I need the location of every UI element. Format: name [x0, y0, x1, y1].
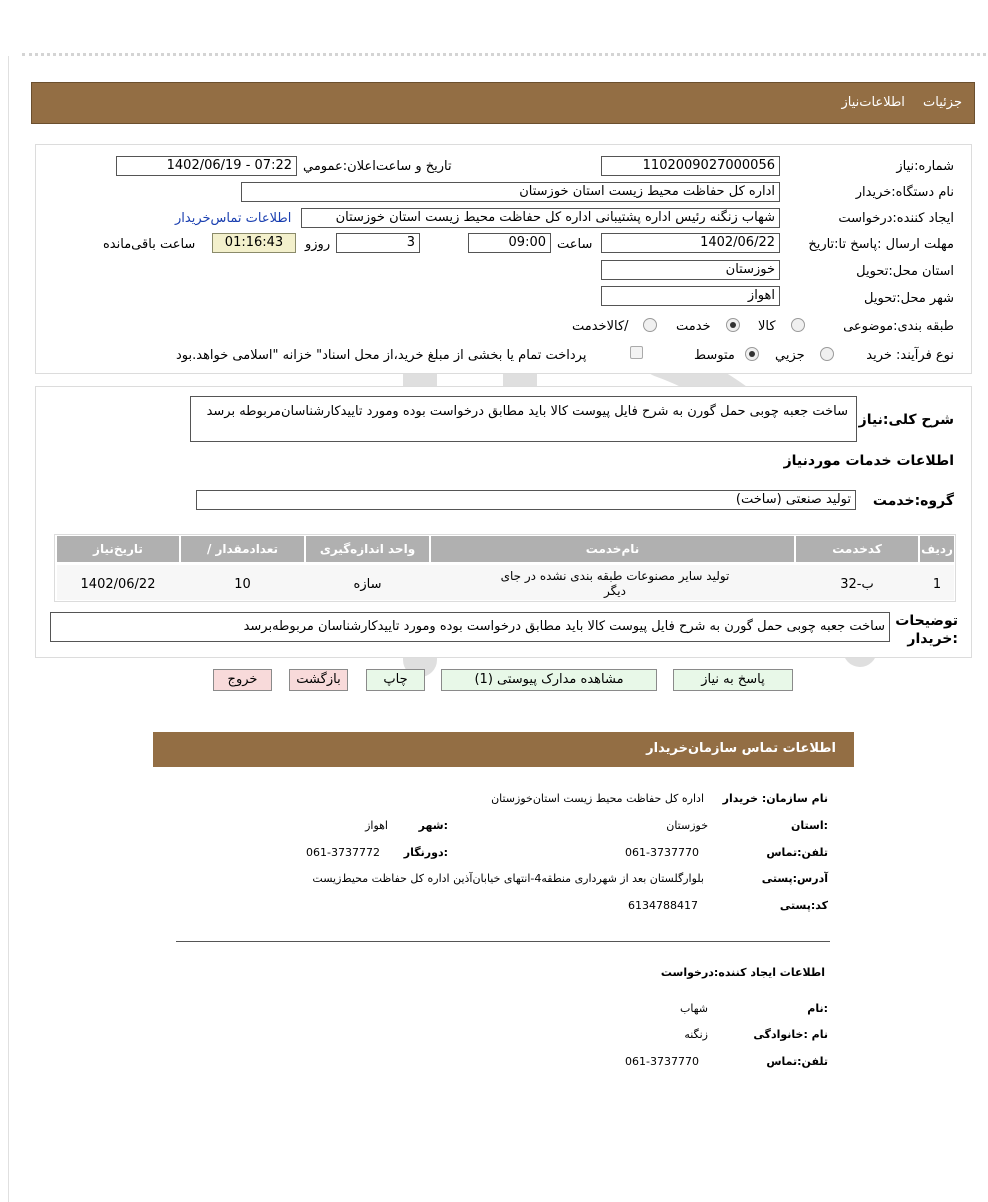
contact-city-value: اهواز [365, 819, 388, 832]
contact-divider [176, 941, 830, 942]
contact-section-title: اطلاعات تماس سازمان‌خریدار [646, 741, 836, 756]
category-label: طبقه بندی:موضوعی [843, 319, 954, 334]
need-number-field[interactable]: 1102009027000056 [601, 156, 780, 176]
table-header-row-number: ردیف [920, 536, 954, 562]
requester-section-title: اطلاعات ایجاد کننده:درخواست [660, 966, 825, 979]
announce-date-field[interactable]: 1402/06/19 - 07:22 [116, 156, 297, 176]
back-button[interactable]: بازگشت [289, 669, 348, 691]
contact-phone-label: تلفن:تماس [766, 846, 828, 859]
process-option-medium: متوسط [694, 348, 735, 363]
contact-fax-value: 061-3737772 [306, 846, 380, 859]
header-links [827, 95, 962, 110]
header-link-details[interactable]: جزئیات [923, 95, 962, 110]
left-border-line [8, 56, 9, 1202]
contact-postal-label: کد:پستی [779, 899, 828, 912]
requester-label: ایجاد کننده:درخواست [838, 211, 954, 226]
contact-province-value: خوزستان [666, 819, 708, 832]
table-header-service-code: کدخدمت [796, 536, 918, 562]
province-label: استان محل:تحویل [856, 264, 954, 279]
requester-phone-value: 061-3737770 [625, 1055, 699, 1068]
group-field[interactable]: تولید صنعتی (ساخت) [196, 490, 856, 510]
deadline-label: مهلت ارسال :پاسخ تا:تاریخ [808, 237, 954, 252]
header-link-need-info[interactable]: اطلاعات‌نیاز [841, 95, 905, 110]
buyer-notes-label: توضیحات :خریدار [895, 613, 958, 647]
contact-province-label: :استان [791, 819, 828, 832]
table-header-service-name: نام‌خدمت [431, 536, 794, 562]
requester-phone-label: تلفن:تماس [766, 1055, 828, 1068]
table-cell-row-number: 1 [932, 577, 942, 592]
requester-family-label: نام :خانوادگی [753, 1028, 828, 1041]
contact-postal-value: 6134788417 [628, 899, 698, 912]
table-cell-service-name: تولید سایر مصنوعات طبقه بندی نشده در جای دیگر [500, 569, 730, 598]
contact-phone-value: 061-3737770 [625, 846, 699, 859]
city-label: شهر محل:تحویل [864, 291, 954, 306]
announce-date-label: تاریخ و ساعت‌اعلان:عمومي [303, 159, 452, 174]
deadline-days-field[interactable]: 3 [336, 233, 420, 253]
summary-label: شرح کلی:نیاز [858, 412, 954, 428]
deadline-time-label: ساعت [557, 237, 593, 252]
category-radio-service[interactable] [726, 318, 740, 332]
services-title: اطلاعات خدمات موردنیاز [783, 453, 954, 469]
table-header-unit: واحد اندازه‌گیری [306, 536, 429, 562]
buyer-contact-link[interactable]: اطلاعات تماس‌خریدار [175, 211, 292, 226]
category-radio-goods-service[interactable] [643, 318, 657, 332]
top-dotted-divider [22, 53, 986, 56]
process-radio-medium[interactable] [745, 347, 759, 361]
requester-name-label: :نام [807, 1002, 828, 1015]
deadline-days-label: روزو [305, 237, 331, 252]
reply-button[interactable]: پاسخ به نیاز [673, 669, 793, 691]
province-field[interactable]: خوزستان [601, 260, 780, 280]
table-cell-quantity: 10 [234, 577, 251, 592]
contact-address-label: آدرس:پستی [761, 872, 828, 885]
category-option-goods-service: /کالاخدمت [572, 319, 629, 334]
contact-fax-label: :دورنگار [403, 846, 448, 859]
buyer-org-label: نام دستگاه:خریدار [855, 185, 954, 200]
table-cell-need-date: 1402/06/22 [80, 577, 156, 592]
table-cell-service-code: ب-32 [840, 577, 874, 592]
deadline-date-field[interactable]: 1402/06/22 [601, 233, 780, 253]
contact-address-value: بلوار‌گلستان بعد از شهرداری منطقه4-انتهای خیابان‌آذین اداره کل حفاظت محیط‌زیست [312, 872, 704, 885]
category-option-service: خدمت [676, 319, 711, 334]
buyer-notes-field[interactable]: ساخت جعبه چوبی حمل گورن به شرح فایل پیوست کالا باید مطابق درخواست بوده ومورد تاییدکارشناسان مربوطه‌برسد [50, 612, 890, 642]
summary-field[interactable]: ساخت جعبه چوبی حمل گورن به شرح فایل پیوست کالا باید مطابق درخواست بوده ومورد تاییدکارشناسان‌مربوطه برسد [190, 396, 857, 442]
contact-org-label: نام سازمان: خریدار [722, 792, 828, 805]
category-option-goods: کالا [758, 319, 776, 334]
process-option-minor: جزیي [775, 348, 805, 363]
requester-name-value: شهاب [680, 1002, 708, 1015]
table-header-quantity: / تعدادمقدار [181, 536, 304, 562]
page-header [31, 82, 975, 124]
remaining-time-label: ساعت باقی‌مانده [103, 237, 196, 252]
exit-button[interactable]: خروج [213, 669, 272, 691]
requester-field[interactable]: شهاب زنگنه رئیس اداره پشتیبانی اداره کل حفاظت محیط زیست استان خوزستان [301, 208, 780, 228]
need-form-panel [35, 144, 972, 374]
process-radio-minor[interactable] [820, 347, 834, 361]
process-label: نوع فرآیند: خرید [866, 348, 954, 363]
need-number-label: شماره:نیاز [896, 159, 954, 174]
requester-family-value: زنگنه [684, 1028, 708, 1041]
remaining-time-field: 01:16:43 [212, 233, 296, 253]
payment-checkbox[interactable] [630, 346, 643, 359]
deadline-time-field[interactable]: 09:00 [468, 233, 551, 253]
group-label: گروه:خدمت [872, 493, 954, 509]
contact-section-header [153, 732, 854, 767]
print-button[interactable]: چاپ [366, 669, 425, 691]
view-attachments-button[interactable]: مشاهده مدارک پیوستی (1) [441, 669, 657, 691]
table-cell-unit: سازه [353, 577, 382, 592]
buyer-org-field[interactable]: اداره کل حفاظت محیط زیست استان خوزستان [241, 182, 780, 202]
contact-org-value: اداره کل حفاظت محیط زیست استان‌خوزستان [491, 792, 704, 805]
category-radio-goods[interactable] [791, 318, 805, 332]
city-field[interactable]: اهواز [601, 286, 780, 306]
table-header-need-date: تاریخ‌نیاز [57, 536, 179, 562]
payment-note: پرداخت تمام یا بخشی از مبلغ خرید،از محل اسناد" خزانه "اسلامی خواهد.بود [176, 348, 587, 363]
contact-city-label: :شهر [418, 819, 448, 832]
